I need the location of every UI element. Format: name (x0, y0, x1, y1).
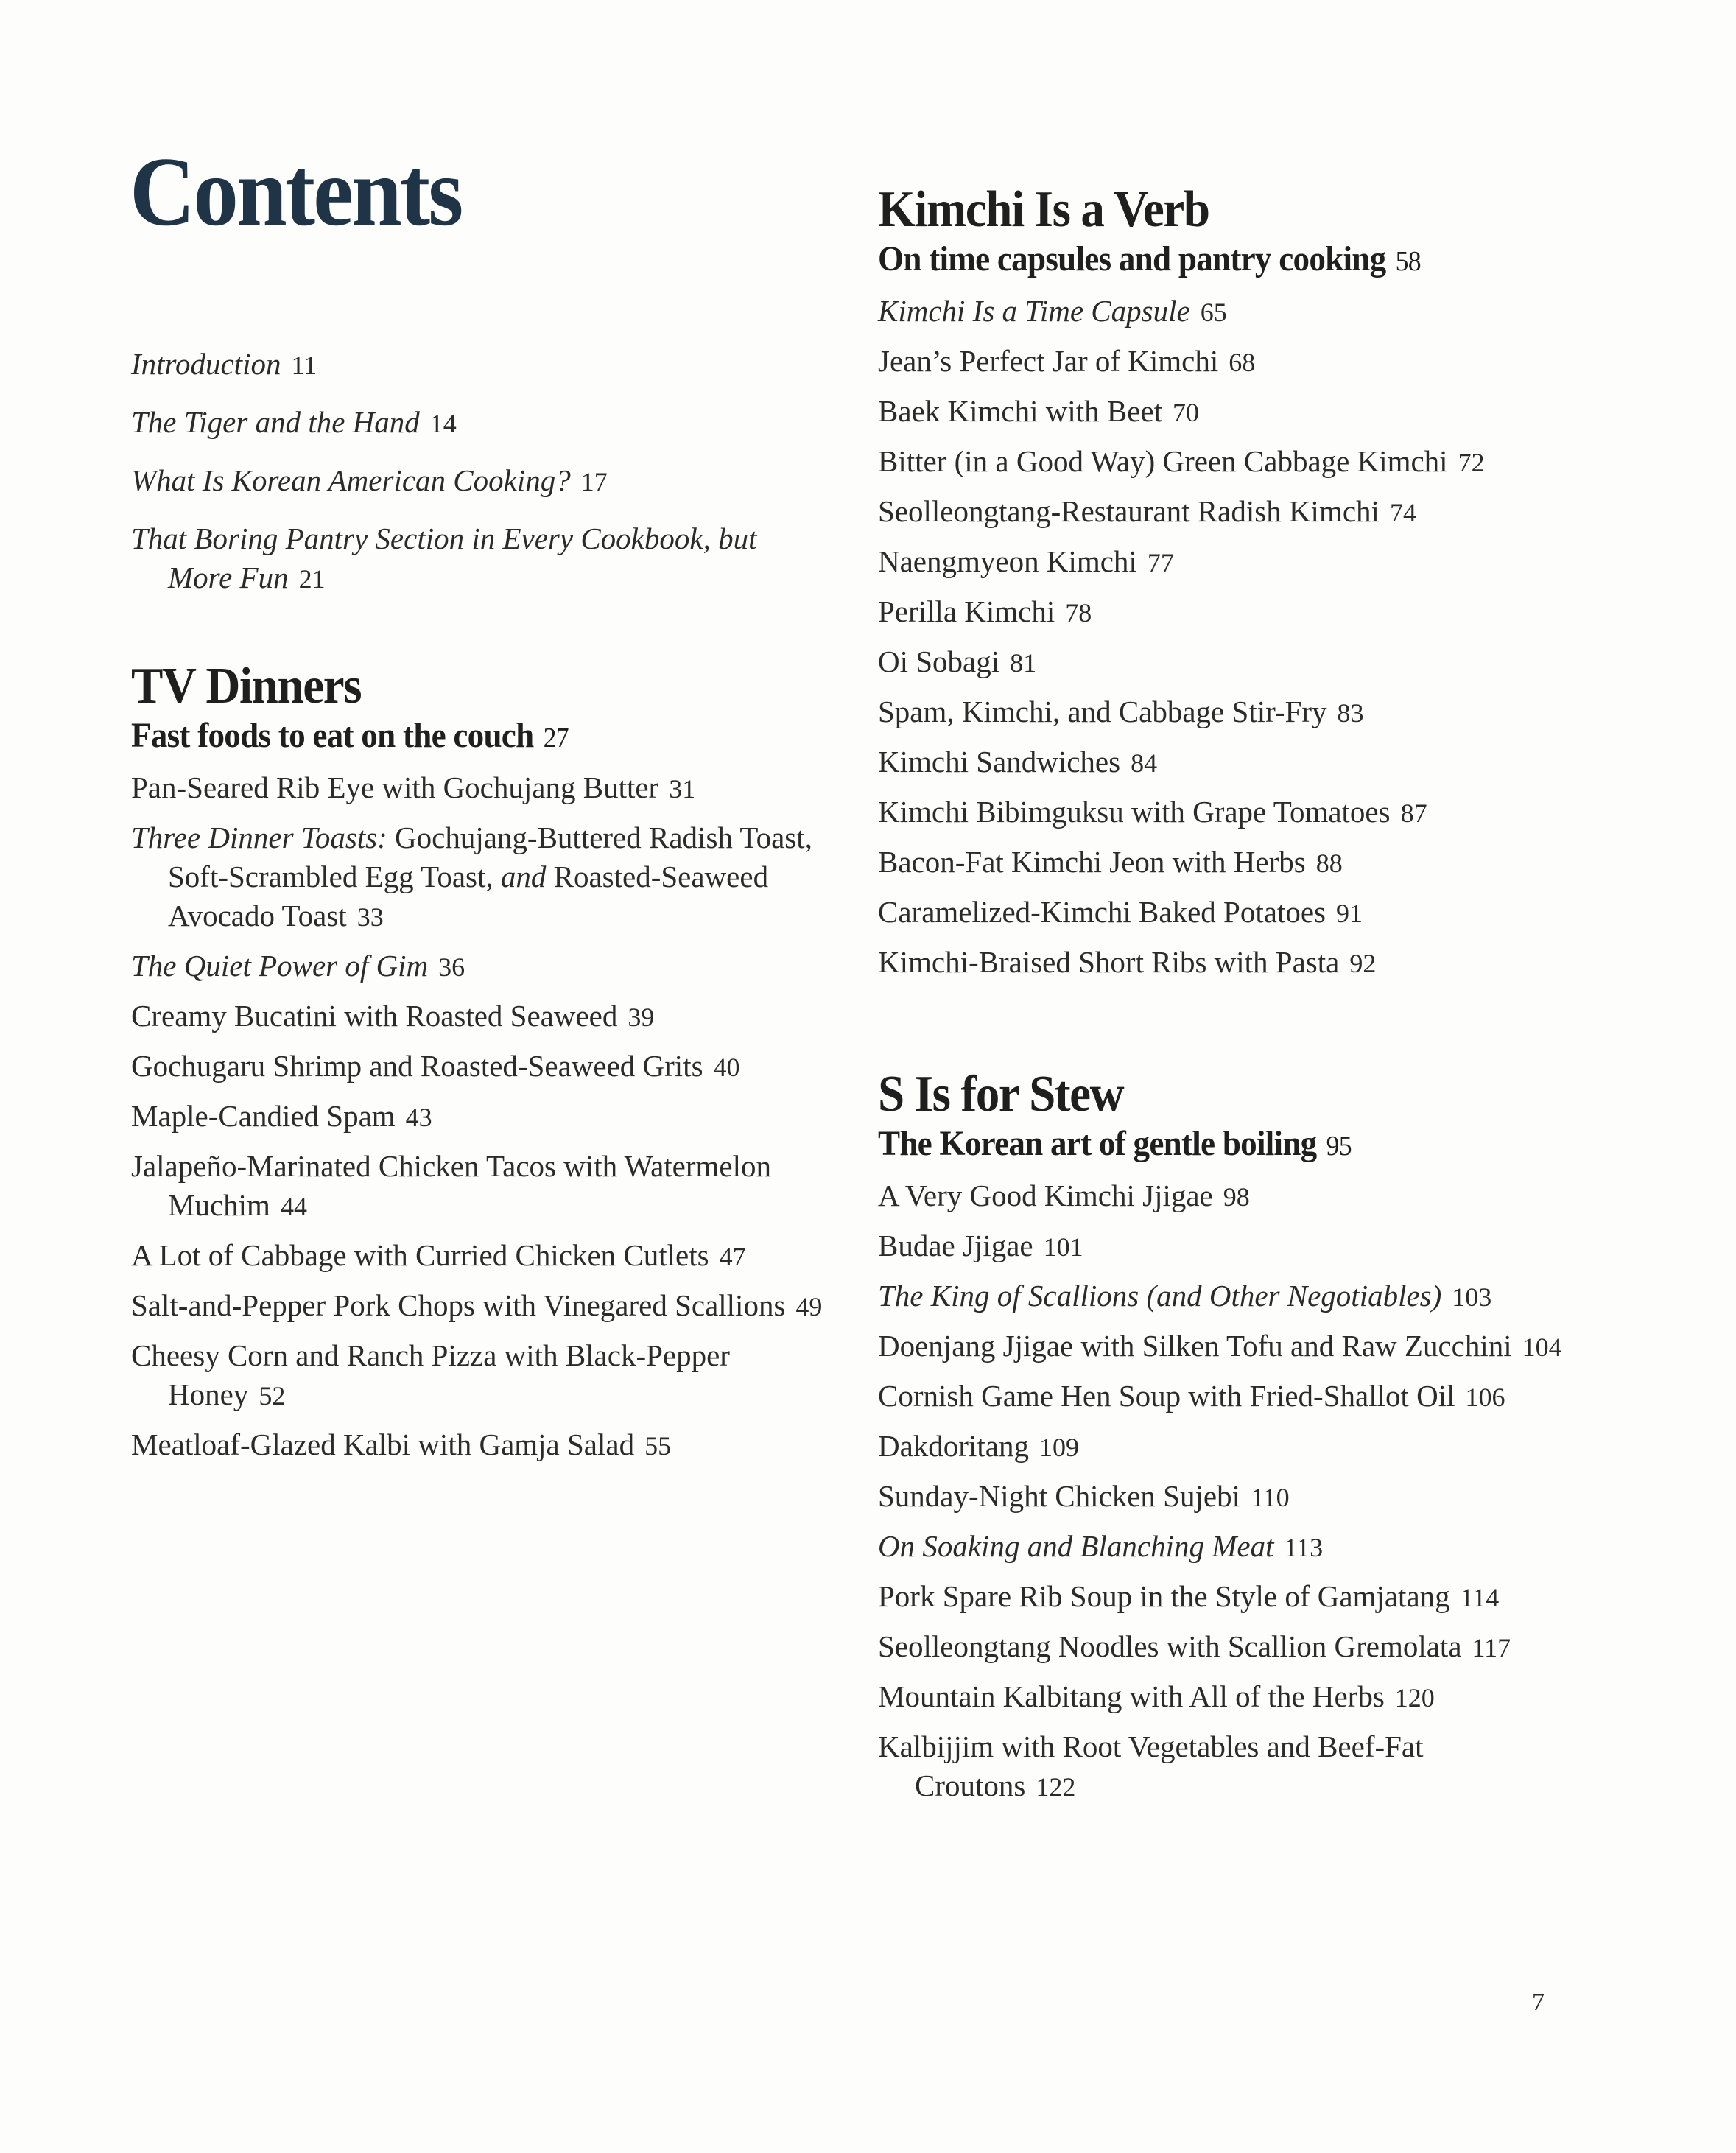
entry-page-number: 109 (1039, 1433, 1079, 1462)
toc-entry (878, 342, 1585, 382)
entry-title-part: A Very Good Kimchi Jjigae (878, 1179, 1213, 1212)
entry-page-number: 74 (1389, 498, 1416, 527)
entry-title-part: What Is Korean American Cooking? (131, 463, 571, 497)
entry-page-number: 98 (1223, 1182, 1250, 1212)
entry-page-number: 52 (259, 1381, 286, 1411)
entry-title-part: Dakdoritang (878, 1429, 1029, 1463)
entry-title-part: Roasted-Seaweed Avocado Toast (168, 860, 769, 933)
entry-title-part: Mountain Kalbitang with All of the Herbs (878, 1679, 1385, 1713)
page-title: Contents (130, 137, 462, 246)
toc-entry (878, 442, 1585, 482)
entry-title-part: Pan-Seared Rib Eye with Gochujang Butter (131, 770, 659, 804)
entry-page-number: 84 (1131, 748, 1158, 778)
toc-entry (878, 1477, 1585, 1517)
toc-entry (131, 461, 823, 502)
section-page-number: 58 (1395, 246, 1421, 277)
toc-entry (878, 893, 1585, 933)
toc-entry (131, 1425, 823, 1466)
toc-entry (131, 768, 823, 809)
entry-title-part: The Quiet Power of Gim (131, 949, 429, 983)
entry-title-part: Perilla Kimchi (878, 594, 1055, 628)
entry-page-number: 103 (1452, 1282, 1492, 1312)
entry-title-part: Creamy Bucatini with Roasted Seaweed (131, 999, 618, 1033)
entry-page-number: 39 (628, 1002, 655, 1032)
section-page-number: 95 (1326, 1131, 1352, 1162)
section-title: S Is for Stew (878, 1066, 1124, 1123)
section-subtitle-text: Fast foods to eat on the couch (131, 716, 534, 755)
entry-title-part: Introduction (131, 347, 281, 381)
toc-entry (131, 1286, 823, 1327)
entry-title-part: Sunday-Night Chicken Sujebi (878, 1479, 1240, 1513)
entry-title-part: Three Dinner Toasts: (131, 821, 387, 854)
section-subtitle-text: The Korean art of gentle boiling (878, 1124, 1317, 1163)
entry-page-number: 40 (713, 1053, 740, 1082)
toc-entry (131, 403, 823, 443)
section-subtitle-text: On time capsules and pantry cooking (878, 239, 1386, 278)
toc-entry (878, 1327, 1585, 1367)
entry-page-number: 122 (1036, 1772, 1076, 1802)
entry-title-part: Jalapeño-Marinated Chicken Tacos with Watermelon Muchim (131, 1149, 771, 1222)
entry-page-number: 70 (1173, 398, 1199, 427)
entry-page-number: 106 (1465, 1383, 1505, 1412)
entry-title-part: Kimchi-Braised Short Ribs with Pasta (878, 945, 1340, 979)
toc-entry (878, 592, 1585, 633)
entry-title-part: Bacon-Fat Kimchi Jeon with Herbs (878, 845, 1306, 879)
toc-entry (131, 1236, 823, 1276)
entry-page-number: 31 (669, 774, 696, 804)
section-page-number: 27 (543, 723, 569, 754)
page-number: 7 (1532, 1989, 1545, 2016)
entry-title-part: Kimchi Bibimguksu with Grape Tomatoes (878, 795, 1391, 829)
section-title: TV Dinners (131, 658, 362, 714)
toc-entry (878, 392, 1585, 432)
toc-entry (878, 292, 1585, 332)
toc-entry (131, 997, 823, 1037)
entry-page-number: 68 (1229, 348, 1256, 377)
entry-title-part: Cornish Game Hen Soup with Fried-Shallot Oil (878, 1379, 1455, 1413)
entry-title-part: Jean’s Perfect Jar of Kimchi (878, 344, 1219, 378)
entry-page-number: 49 (795, 1292, 823, 1321)
entry-title-part: On Soaking and Blanching Meat (878, 1529, 1274, 1563)
entry-title-part: Kimchi Is a Time Capsule (878, 294, 1190, 328)
toc-entry (878, 1226, 1585, 1267)
entry-page-number: 101 (1043, 1232, 1083, 1262)
section-subtitle (131, 716, 782, 758)
entry-title-part: Pork Spare Rib Soup in the Style of Gamjatang (878, 1579, 1450, 1613)
entry-title-part: Doenjang Jjigae with Silken Tofu and Raw Zucchini (878, 1329, 1512, 1363)
toc-entry (878, 642, 1585, 683)
entry-page-number: 110 (1250, 1483, 1290, 1512)
entry-page-number: 117 (1472, 1633, 1511, 1662)
toc-entry (878, 843, 1585, 883)
entry-page-number: 44 (280, 1192, 307, 1221)
toc-entry (878, 943, 1585, 983)
entry-page-number: 78 (1065, 598, 1092, 628)
toc-entry (131, 1147, 823, 1226)
toc-entry (131, 946, 823, 987)
toc-entry (878, 1577, 1585, 1618)
section-s-is-for-stew (878, 1065, 1585, 1816)
entry-page-number: 83 (1337, 698, 1364, 728)
entry-title-part: Caramelized-Kimchi Baked Potatoes (878, 895, 1326, 929)
entry-title-part: Oi Sobagi (878, 645, 1000, 678)
toc-entry (131, 1097, 823, 1137)
entry-title-part: Salt-and-Pepper Pork Chops with Vinegared Scallions (131, 1288, 786, 1322)
section-title: Kimchi Is a Verb (878, 181, 1209, 238)
entry-title-part: Seolleongtang Noodles with Scallion Gremolata (878, 1629, 1462, 1663)
entry-page-number: 104 (1522, 1332, 1562, 1362)
entry-title-part: Spam, Kimchi, and Cabbage Stir-Fry (878, 695, 1327, 728)
toc-entry (878, 1276, 1585, 1317)
entry-title-part: Kalbijjim with Root Vegetables and Beef-Fat Croutons (878, 1729, 1424, 1802)
toc-entry (878, 692, 1585, 733)
toc-entry (878, 1677, 1585, 1718)
entry-page-number: 114 (1460, 1583, 1500, 1612)
entry-page-number: 120 (1394, 1683, 1435, 1713)
entry-page-number: 65 (1200, 298, 1227, 327)
section-kimchi-is-a-verb (878, 180, 1585, 993)
entry-page-number: 55 (644, 1431, 672, 1461)
entry-page-number: 113 (1284, 1533, 1324, 1562)
toc-entry (878, 1176, 1585, 1217)
toc-entry (131, 519, 823, 599)
toc-entry (878, 1377, 1585, 1417)
toc-entry (131, 1047, 823, 1087)
entry-page-number: 87 (1400, 798, 1427, 828)
entry-page-number: 91 (1335, 899, 1363, 928)
entry-title-part: A Lot of Cabbage with Curried Chicken Cutlets (131, 1238, 709, 1272)
section-tv-dinners (131, 657, 823, 1475)
toc-entry (131, 1336, 823, 1416)
toc-entry (131, 345, 823, 385)
toc-entry (878, 793, 1585, 833)
entry-title-part: The King of Scallions (and Other Negotiables) (878, 1279, 1442, 1313)
entry-title-part: Cheesy Corn and Ranch Pizza with Black-Pepper Honey (131, 1338, 730, 1411)
toc-entry (878, 1727, 1585, 1807)
entry-title-part: That Boring Pantry Section in Every Cookbook, but More Fun (131, 521, 757, 594)
entry-page-number: 33 (356, 902, 384, 932)
entry-title-part: Gochujang-Buttered Radish Toast, Soft-Scrambled Egg Toast, (168, 821, 812, 893)
entry-page-number: 17 (580, 467, 608, 496)
section-subtitle (878, 239, 1542, 281)
entry-page-number: 77 (1147, 548, 1174, 577)
toc-entry (878, 1427, 1585, 1467)
entry-page-number: 47 (719, 1242, 746, 1271)
entry-title-part: Budae Jjigae (878, 1229, 1033, 1262)
entry-page-number: 36 (438, 952, 465, 982)
entry-title-part: The Tiger and the Hand (131, 405, 420, 439)
toc-entry (131, 818, 823, 937)
entry-title-part: Maple-Candied Spam (131, 1099, 396, 1133)
toc-entry (878, 1627, 1585, 1668)
toc-entry (878, 1527, 1585, 1567)
entry-page-number: 92 (1349, 949, 1377, 978)
entry-title-part: Kimchi Sandwiches (878, 745, 1121, 779)
toc-entry (878, 542, 1585, 583)
entry-title-part: Baek Kimchi with Beet (878, 394, 1162, 428)
entry-title-part: Seolleongtang-Restaurant Radish Kimchi (878, 494, 1380, 528)
intro-list (131, 345, 823, 617)
toc-entry (878, 492, 1585, 533)
entry-page-number: 14 (429, 409, 457, 438)
entry-title-part: and (500, 860, 547, 893)
entry-page-number: 88 (1315, 849, 1343, 878)
toc-entry (878, 742, 1585, 783)
entry-title-part: Naengmyeon Kimchi (878, 544, 1137, 578)
entry-title-part: Gochugaru Shrimp and Roasted-Seaweed Grits (131, 1049, 703, 1083)
entry-title-part: Meatloaf-Glazed Kalbi with Gamja Salad (131, 1427, 635, 1461)
entry-page-number: 21 (298, 564, 326, 594)
entry-page-number: 11 (291, 351, 317, 380)
entry-page-number: 43 (405, 1103, 432, 1132)
entry-page-number: 72 (1458, 448, 1485, 477)
entry-page-number: 81 (1010, 648, 1037, 678)
section-subtitle (878, 1124, 1542, 1166)
entry-title-part: Bitter (in a Good Way) Green Cabbage Kimchi (878, 444, 1448, 478)
